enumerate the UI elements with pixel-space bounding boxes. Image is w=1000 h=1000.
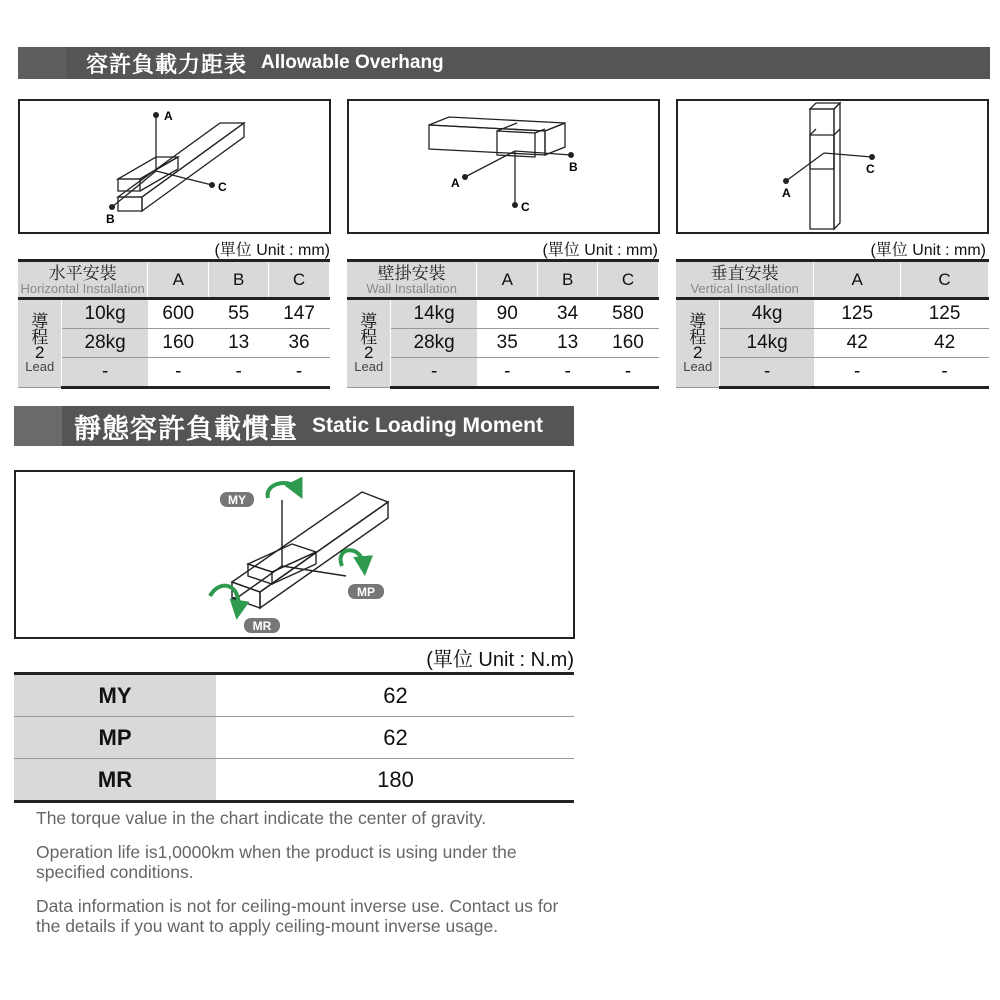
- table-row: [676, 329, 989, 358]
- value-cell: 147: [269, 299, 330, 329]
- lead-number: 2: [34, 343, 45, 363]
- static-moment-header: [14, 406, 574, 446]
- static-title-en: Static Loading Moment: [312, 414, 543, 437]
- weight-cell: -: [391, 358, 477, 388]
- overhang-header: [18, 47, 990, 79]
- value-cell: 34: [538, 299, 598, 329]
- col-header: A: [477, 261, 538, 299]
- moment-key: MY: [14, 674, 217, 717]
- weight-cell: -: [720, 358, 814, 388]
- label-c: C: [521, 200, 530, 214]
- vertical-table: [676, 259, 989, 389]
- lead-zh-1: 導: [31, 312, 49, 332]
- value-cell: -: [477, 358, 538, 388]
- lead-cell: [347, 299, 391, 388]
- install-type-zh: 壁掛安裝: [377, 263, 446, 283]
- value-cell: -: [538, 358, 598, 388]
- lead-cell: [18, 299, 62, 388]
- col-header: C: [269, 261, 330, 299]
- horizontal-diagram-svg: [20, 101, 329, 232]
- label-b: B: [106, 212, 115, 226]
- my-rotation-arrow: [268, 483, 298, 498]
- table-header-row: [347, 261, 659, 299]
- table-row: [676, 358, 989, 388]
- label-a: A: [782, 186, 791, 200]
- moment-value: 62: [217, 674, 575, 717]
- weight-cell: 14kg: [391, 299, 477, 329]
- lead-zh-1: 導: [360, 312, 378, 332]
- install-type-zh: 垂直安裝: [710, 263, 779, 283]
- mr-badge-label: MR: [252, 619, 272, 633]
- value-cell: 42: [814, 329, 901, 358]
- mp-badge-label: MP: [357, 585, 375, 599]
- value-cell: -: [148, 358, 209, 388]
- label-a: A: [451, 176, 460, 190]
- col-header: C: [901, 261, 989, 299]
- table-row: [14, 717, 574, 759]
- table-row: [14, 759, 574, 802]
- horizontal-table: [18, 259, 330, 389]
- lead-en: Lead: [354, 358, 384, 374]
- lead-zh-2: 程: [689, 327, 707, 347]
- overhang-title-zh: 容許負載力距表: [86, 52, 248, 78]
- value-cell: 42: [901, 329, 989, 358]
- lead-zh-2: 程: [360, 327, 378, 347]
- table-row: [14, 674, 574, 717]
- label-c: C: [218, 180, 227, 194]
- install-type-en: Horizontal Installation: [20, 280, 145, 296]
- value-cell: 36: [269, 329, 330, 358]
- note-operation-life: Operation life is1,0000km when the product is using under the specified conditions.: [36, 842, 517, 882]
- install-type-zh: 水平安裝: [48, 263, 117, 283]
- moment-value: 62: [217, 717, 575, 759]
- value-cell: -: [814, 358, 901, 388]
- label-a: A: [164, 109, 173, 123]
- table-row: [18, 299, 330, 329]
- wall-table: [347, 259, 659, 389]
- table-row: [676, 299, 989, 329]
- value-cell: -: [269, 358, 330, 388]
- col-header: C: [598, 261, 659, 299]
- table-header-row: [18, 261, 330, 299]
- col-header: B: [209, 261, 269, 299]
- label-b: B: [569, 160, 578, 174]
- install-type-en: Vertical Installation: [690, 280, 799, 296]
- weight-cell: 4kg: [720, 299, 814, 329]
- weight-cell: 28kg: [391, 329, 477, 358]
- value-cell: -: [901, 358, 989, 388]
- col-header: A: [148, 261, 209, 299]
- mp-rotation-arrow: [341, 550, 364, 566]
- value-cell: 600: [148, 299, 209, 329]
- header-stub: [14, 406, 62, 446]
- static-moment-diagram: [14, 470, 575, 639]
- weight-cell: 10kg: [62, 299, 148, 329]
- unit-label-static: (單位 Unit : N.m): [426, 649, 574, 671]
- value-cell: 13: [209, 329, 269, 358]
- table-row: [18, 329, 330, 358]
- my-badge-label: MY: [228, 493, 246, 507]
- lead-zh-2: 程: [31, 327, 49, 347]
- value-cell: 55: [209, 299, 269, 329]
- table-row: [347, 329, 659, 358]
- value-cell: 13: [538, 329, 598, 358]
- value-cell: 125: [901, 299, 989, 329]
- col-header: A: [814, 261, 901, 299]
- vertical-diagram: [676, 99, 989, 234]
- table-row: [347, 358, 659, 388]
- install-type-header: [347, 261, 477, 299]
- note-center-of-gravity: The torque value in the chart indicate the center of gravity.: [36, 808, 487, 828]
- lead-en: Lead: [25, 358, 55, 374]
- table-row: [347, 299, 659, 329]
- value-cell: 160: [148, 329, 209, 358]
- lead-en: Lead: [683, 358, 713, 374]
- value-cell: -: [598, 358, 659, 388]
- label-c: C: [866, 162, 875, 176]
- wall-diagram-svg: [349, 101, 658, 232]
- value-cell: 160: [598, 329, 659, 358]
- lead-number: 2: [363, 343, 374, 363]
- install-type-header: [18, 261, 148, 299]
- wall-diagram: [347, 99, 660, 234]
- weight-cell: 14kg: [720, 329, 814, 358]
- value-cell: 35: [477, 329, 538, 358]
- lead-cell: [676, 299, 720, 388]
- value-cell: 90: [477, 299, 538, 329]
- static-moment-svg: [16, 472, 573, 637]
- weight-cell: 28kg: [62, 329, 148, 358]
- value-cell: 125: [814, 299, 901, 329]
- unit-label-wall: (單位 Unit : mm): [542, 242, 658, 259]
- moment-key: MR: [14, 759, 217, 802]
- vertical-diagram-svg: [678, 101, 987, 232]
- value-cell: 580: [598, 299, 659, 329]
- overhang-title-en: Allowable Overhang: [261, 52, 444, 73]
- unit-label-horizontal: (單位 Unit : mm): [214, 242, 330, 259]
- moment-key: MP: [14, 717, 217, 759]
- weight-cell: -: [62, 358, 148, 388]
- horizontal-diagram: [18, 99, 331, 234]
- note-ceiling-mount: Data information is not for ceiling-mount inverse use. Contact us for the details if you want to apply ceiling-mount inverse usage.: [36, 896, 559, 936]
- table-header-row: [676, 261, 989, 299]
- unit-label-vertical: (單位 Unit : mm): [870, 242, 986, 259]
- lead-number: 2: [692, 343, 703, 363]
- install-type-header: [676, 261, 814, 299]
- header-stub: [18, 47, 66, 79]
- lead-zh-1: 導: [689, 312, 707, 332]
- col-header: B: [538, 261, 598, 299]
- table-row: [18, 358, 330, 388]
- static-title-zh: 靜態容許負載慣量: [74, 413, 298, 445]
- value-cell: -: [209, 358, 269, 388]
- moment-value: 180: [377, 766, 414, 792]
- install-type-en: Wall Installation: [366, 280, 457, 296]
- static-moment-table: [14, 672, 574, 803]
